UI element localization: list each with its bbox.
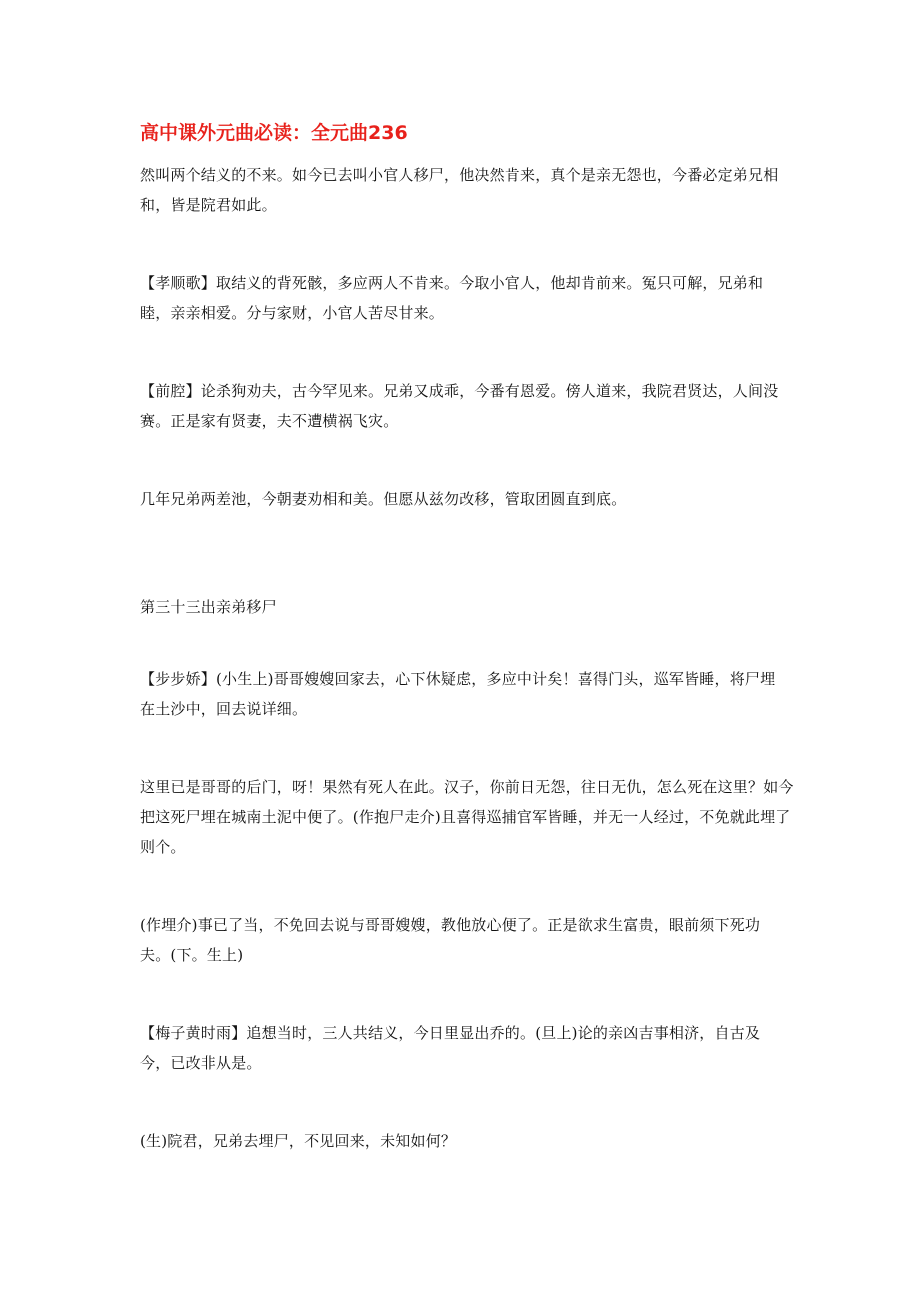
section-heading: 第三十三出亲弟移尸 <box>140 598 277 616</box>
paragraph-5: 【步步娇】(小生上)哥哥嫂嫂回家去，心下休疑虑，多应中计矣！喜得门头，巡军皆睡，将尸埋在土沙中，回去说详细。 <box>140 670 776 718</box>
paragraph-9: (生)院君，兄弟去埋尸，不见回来，未知如何？ <box>140 1132 457 1150</box>
paragraph-4: 几年兄弟两差池，今朝妻劝相和美。但愿从兹勿改移，管取团圆直到底。 <box>140 490 627 508</box>
paragraph-1: 然叫两个结义的不来。如今已去叫小官人移尸，他决然肯来，真个是亲无怨也，今番必定弟兄相和，皆是院君如此。 <box>140 166 779 214</box>
paragraph-3: 【前腔】论杀狗劝夫，古今罕见来。兄弟又成乖，今番有恩爱。傍人道来，我院君贤达，人间没赛。正是家有贤妻，夫不遭横祸飞灾。 <box>140 382 779 430</box>
paragraph-7: (作埋介)事已了当，不免回去说与哥哥嫂嫂，教他放心便了。正是欲求生富贵，眼前须下死功夫。(下。生上) <box>140 916 761 964</box>
document-title: 高中课外元曲必读：全元曲236 <box>140 122 408 144</box>
paragraph-2: 【孝顺歌】取结义的背死骸，多应两人不肯来。今取小官人，他却肯前来。冤只可解，兄弟和睦，亲亲相爱。分与家财，小官人苦尽甘来。 <box>140 274 764 322</box>
paragraph-6: 这里已是哥哥的后门，呀！果然有死人在此。汉子，你前日无怨，往日无仇，怎么死在这里？如今把这死尸埋在城南土泥中便了。(作抱尸走介)且喜得巡捕官军皆睡，并无一人经过，不免就此埋了则个。 <box>140 778 794 856</box>
paragraph-8: 【梅子黄时雨】追想当时，三人共结义，今日里显出乔的。(旦上)论的亲凶吉事相济，自古及今，已改非从是。 <box>140 1024 761 1072</box>
